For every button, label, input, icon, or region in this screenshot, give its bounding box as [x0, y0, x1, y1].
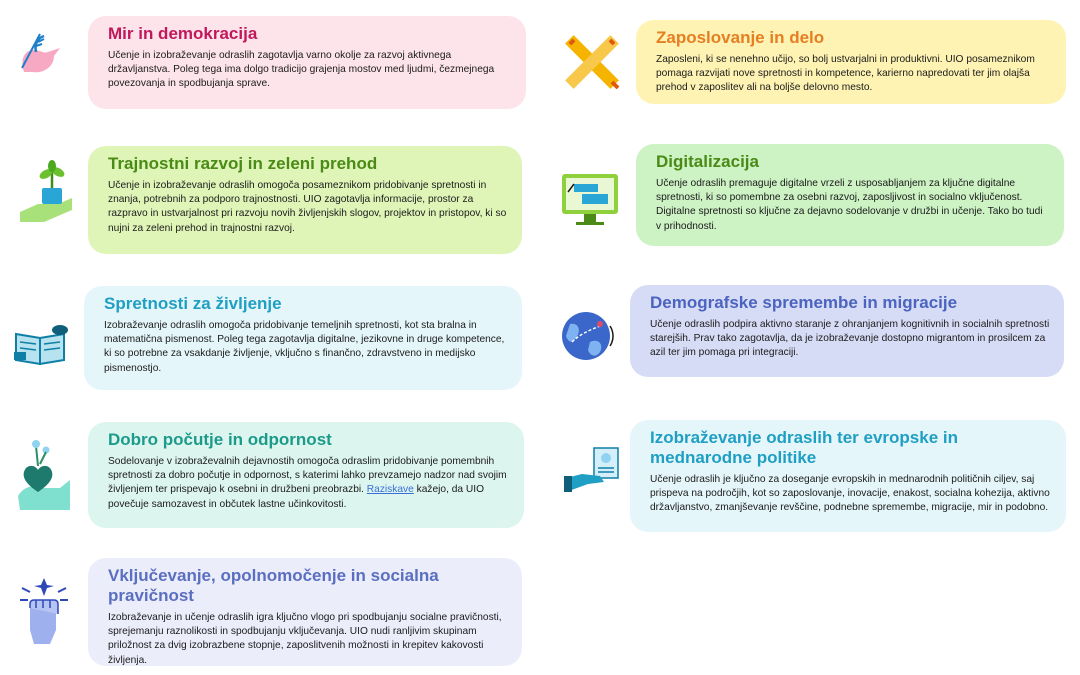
plant-hand-icon — [18, 160, 74, 226]
card-text-before: Sodelovanje v izobraževalnih dejavnostih omogoča odraslim pridobivanje pomembnih spretnosti za dobro počutje in odpornost, s katerimi lahko prevzamejo nadzor nad svojim življenjem ter prispevajo k osebni in družbeni preobrazbi. — [108, 456, 507, 496]
card-title: Spretnosti za življenje — [104, 294, 282, 313]
card-demographics — [630, 285, 1064, 377]
card-text: Učenje in izobraževanje odraslih omogoča posameznikom pridobivanje spretnosti in znanja, potrebnih za podporo trajnostnosti. UIO zagotavlja informacije, prostor za razpravo in ustvarjalnost pri razvoju novih življenjskih slogov, projektov in pristopov, ki so nujni za zeleni prehod in trajnostni razvoj. — [108, 180, 507, 234]
card-text: Izobraževanje odraslih omogoča pridobivanje temeljnih spretnosti, kot sta bralna in matematična pismenost. Poleg tega zagotavlja digitalne, jezikovne in druge kompetence, ki so potrebne za vsakdanje življenje, vključno s finančno, zdravstveno in medijsko pismenostjo. — [104, 320, 505, 374]
card-peace-democracy — [88, 16, 526, 109]
card-title: Trajnostni razvoj in zeleni prehod — [108, 154, 378, 173]
card-title: Zaposlovanje in delo — [656, 28, 825, 47]
dove-icon — [14, 28, 66, 80]
monitor-icon — [560, 172, 620, 226]
card-text: Izobraževanje in učenje odraslih igra ključno vlogo pri spodbujanju socialne pravičnosti, sprejemanju raznolikosti in spodbujanju vključevanja. UIO nudi ranljivim skupinam priložnost za dvig izobrazbene stopnje, zaposlitvenih možnosti in krepitev kakovosti življenja. — [108, 612, 502, 666]
card-life-skills — [84, 286, 522, 390]
card-text-after: kažejo, da UIO povečuje samozavest in občutek lastne učinkovitosti. — [108, 484, 485, 510]
card-text: Učenje in izobraževanje odraslih zagotavlja varno okolje za razvoj aktivnega državljanstva. Poleg tega ima dolgo tradicijo grajenja mostov med ljudmi, čezmejnega povezovanja in spodbujanja sprave. — [108, 50, 495, 90]
card-text: Učenje odraslih podpira aktivno staranje z ohranjanjem kognitivnih in socialnih spretnosti starejših. Prav tako zagotavlja, da je izobraževanje dostopno migrantom in prosilcem za azil ter jim pomaga pri integraciji. — [650, 319, 1050, 359]
card-title: Mir in demokracija — [108, 24, 258, 43]
globe-icon — [560, 308, 618, 364]
card-title: Vključevanje, opolnomočenje in socialna pravičnost — [108, 566, 439, 605]
book-icon — [12, 324, 70, 366]
card-title: Digitalizacija — [656, 152, 759, 171]
fist-icon — [16, 574, 72, 646]
card-text: Učenje odraslih premaguje digitalne vrzeli z usposabljanjem za ključne digitalne spretnosti, ki so pomembne za osebni razvoj, zaposljivost in socialno vključenost. Digitalne spretnosti so ključne za dejavno sodelovanje v družbi in učenje. Tako bo tudi v prihodnosti. — [656, 178, 1043, 232]
card-wellbeing — [88, 422, 524, 528]
pencil-ruler-icon — [564, 34, 620, 90]
card-employment — [636, 20, 1066, 104]
card-title: Izobraževanje odraslih ter evropske in mednarodne politike — [650, 428, 959, 467]
card-text: Učenje odraslih je ključno za doseganje evropskih in mednarodnih političnih ciljev, saj prispeva na področjih, kot so zaposlovanje, inovacije, enakost, socialna kohezija, aktivno državljanstvo, zmanjševanje revščine, podnebne spremembe, migracije, mir in podobno. — [650, 474, 1050, 514]
heart-hand-icon — [16, 436, 72, 512]
card-text: Zaposleni, ki se nenehno učijo, so bolj ustvarjalni in produktivni. UIO posameznikom pomaga razvijati nove spretnosti in kompetence, karierno napredovati ter jim olajša prehod v zaposlitev ali na boljše delovno mesto. — [656, 54, 1035, 94]
card-inclusion — [88, 558, 522, 666]
card-title: Demografske spremembe in migracije — [650, 293, 958, 312]
research-link[interactable]: Raziskave — [366, 484, 414, 496]
card-digitalization — [636, 144, 1064, 246]
card-text — [108, 455, 510, 512]
card-title: Dobro počutje in odpornost — [108, 430, 332, 449]
card-sustainability — [88, 146, 522, 254]
card-european-policies — [630, 420, 1066, 532]
document-hand-icon — [564, 446, 622, 498]
